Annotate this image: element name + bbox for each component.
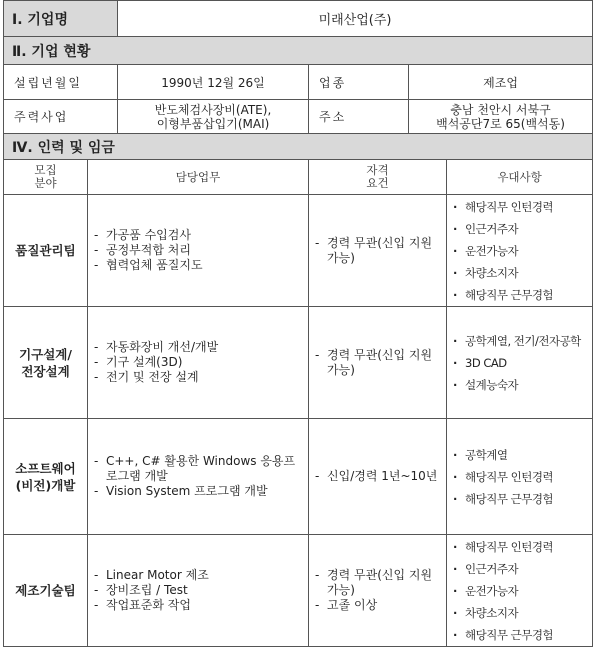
preference-item: · 차량소지자: [451, 262, 588, 284]
row-preferences: [447, 195, 593, 307]
requirement-item: - 신입/경력 1년~10년: [315, 469, 440, 484]
section-4-header: Ⅳ. 인력 및 임금: [4, 134, 593, 160]
row-field-line-1: 제조기술팀: [15, 583, 76, 598]
preference-item: · 해당직무 근무경험: [451, 284, 588, 306]
products-line-1: 반도체검사장비(ATE),: [154, 102, 272, 117]
industry-label: 업종: [309, 65, 409, 100]
requirement-item: - 고졸 이상: [315, 598, 440, 613]
row-field: [4, 419, 88, 535]
row-duties: [88, 195, 309, 307]
col-duties: 담당업무: [88, 160, 309, 195]
preference-item: · 해당직무 인턴경력: [451, 196, 588, 218]
products-value: [118, 100, 309, 134]
section-2-header: Ⅱ. 기업 현황: [4, 37, 593, 65]
preference-item: · 3D CAD: [451, 352, 588, 374]
duty-item: - 협력업체 품질지도: [94, 258, 302, 273]
table-row: [4, 419, 593, 535]
industry-value: 제조업: [409, 65, 593, 100]
section-1-header: Ⅰ. 기업명: [4, 1, 118, 37]
location-label: 주소: [309, 100, 409, 134]
duty-item: - 작업표준화 작업: [94, 598, 302, 613]
preference-item: · 해당직무 근무경험: [451, 488, 588, 510]
row-preferences: [447, 419, 593, 535]
preference-item: · 차량소지자: [451, 602, 588, 624]
preference-item: · 해당직무 인턴경력: [451, 536, 588, 558]
row-field-line-1: 소프트웨어: [15, 460, 76, 476]
duty-item: - 장비조립 / Test: [94, 583, 302, 598]
col-req-line-1: 자격: [366, 163, 389, 177]
duty-item: - 공정부적합 처리: [94, 243, 302, 258]
location-line-2: 백석공단7로 65(백석동): [436, 116, 565, 131]
requirement-item: - 경력 무관(신입 지원 가능): [315, 236, 440, 266]
table-row: [4, 307, 593, 419]
table-row: [4, 535, 593, 647]
duty-item: - Linear Motor 제조: [94, 568, 302, 583]
row-field: [4, 195, 88, 307]
row-duties: [88, 307, 309, 419]
row-requirements: [309, 195, 447, 307]
duty-item: - C++, C# 활용한 Windows 응용프로그램 개발: [94, 454, 302, 484]
duty-item: - 전기 및 전장 설계: [94, 370, 302, 385]
established-value: 1990년 12월 26일: [118, 65, 309, 100]
requirement-item: - 경력 무관(신입 지원 가능): [315, 348, 440, 378]
row-field-line-1: 품질관리팀: [15, 243, 76, 258]
row-preferences: [447, 535, 593, 647]
row-duties: [88, 535, 309, 647]
preference-item: · 운전가능자: [451, 580, 588, 602]
requirement-item: - 경력 무관(신입 지원 가능): [315, 568, 440, 598]
preference-item: · 인근거주자: [451, 558, 588, 580]
preference-item: · 운전가능자: [451, 240, 588, 262]
row-duties: [88, 419, 309, 535]
table-row: [4, 195, 593, 307]
row-requirements: [309, 419, 447, 535]
col-requirements: [309, 160, 447, 195]
row-field: [4, 535, 88, 647]
row-field: [4, 307, 88, 419]
preference-item: · 해당직무 인턴경력: [451, 466, 588, 488]
row-field-line-1: 기구설계/: [19, 346, 72, 362]
duty-item: - 자동화장비 개선/개발: [94, 340, 302, 355]
duty-item: - Vision System 프로그램 개발: [94, 484, 302, 499]
col-field-line-1: 모집: [34, 163, 57, 177]
preference-item: · 설계능숙자: [451, 374, 588, 396]
location-value: [409, 100, 593, 134]
row-requirements: [309, 535, 447, 647]
col-req-line-2: 요건: [366, 176, 389, 190]
duty-item: - 기구 설계(3D): [94, 355, 302, 370]
col-preferences: 우대사항: [447, 160, 593, 195]
preference-item: · 공학계열: [451, 444, 588, 466]
established-label: 설립년월일: [4, 65, 118, 100]
posting-table: [3, 0, 593, 647]
preference-item: · 해당직무 근무경험: [451, 624, 588, 646]
row-preferences: [447, 307, 593, 419]
col-field: [4, 160, 88, 195]
row-field-line-2: (비전)개발: [15, 477, 76, 493]
products-label: 주력사업: [4, 100, 118, 134]
location-line-1: 충남 천안시 서북구: [450, 102, 551, 117]
row-field-line-2: 전장설계: [21, 363, 70, 379]
company-name: 미래산업(주): [118, 1, 593, 37]
products-line-2: 이형부품삽입기(MAI): [156, 116, 270, 131]
col-field-line-2: 분야: [34, 176, 57, 190]
preference-item: · 인근거주자: [451, 218, 588, 240]
preference-item: · 공학계열, 전기/전자공학: [451, 330, 588, 352]
row-requirements: [309, 307, 447, 419]
duty-item: - 가공품 수입검사: [94, 228, 302, 243]
